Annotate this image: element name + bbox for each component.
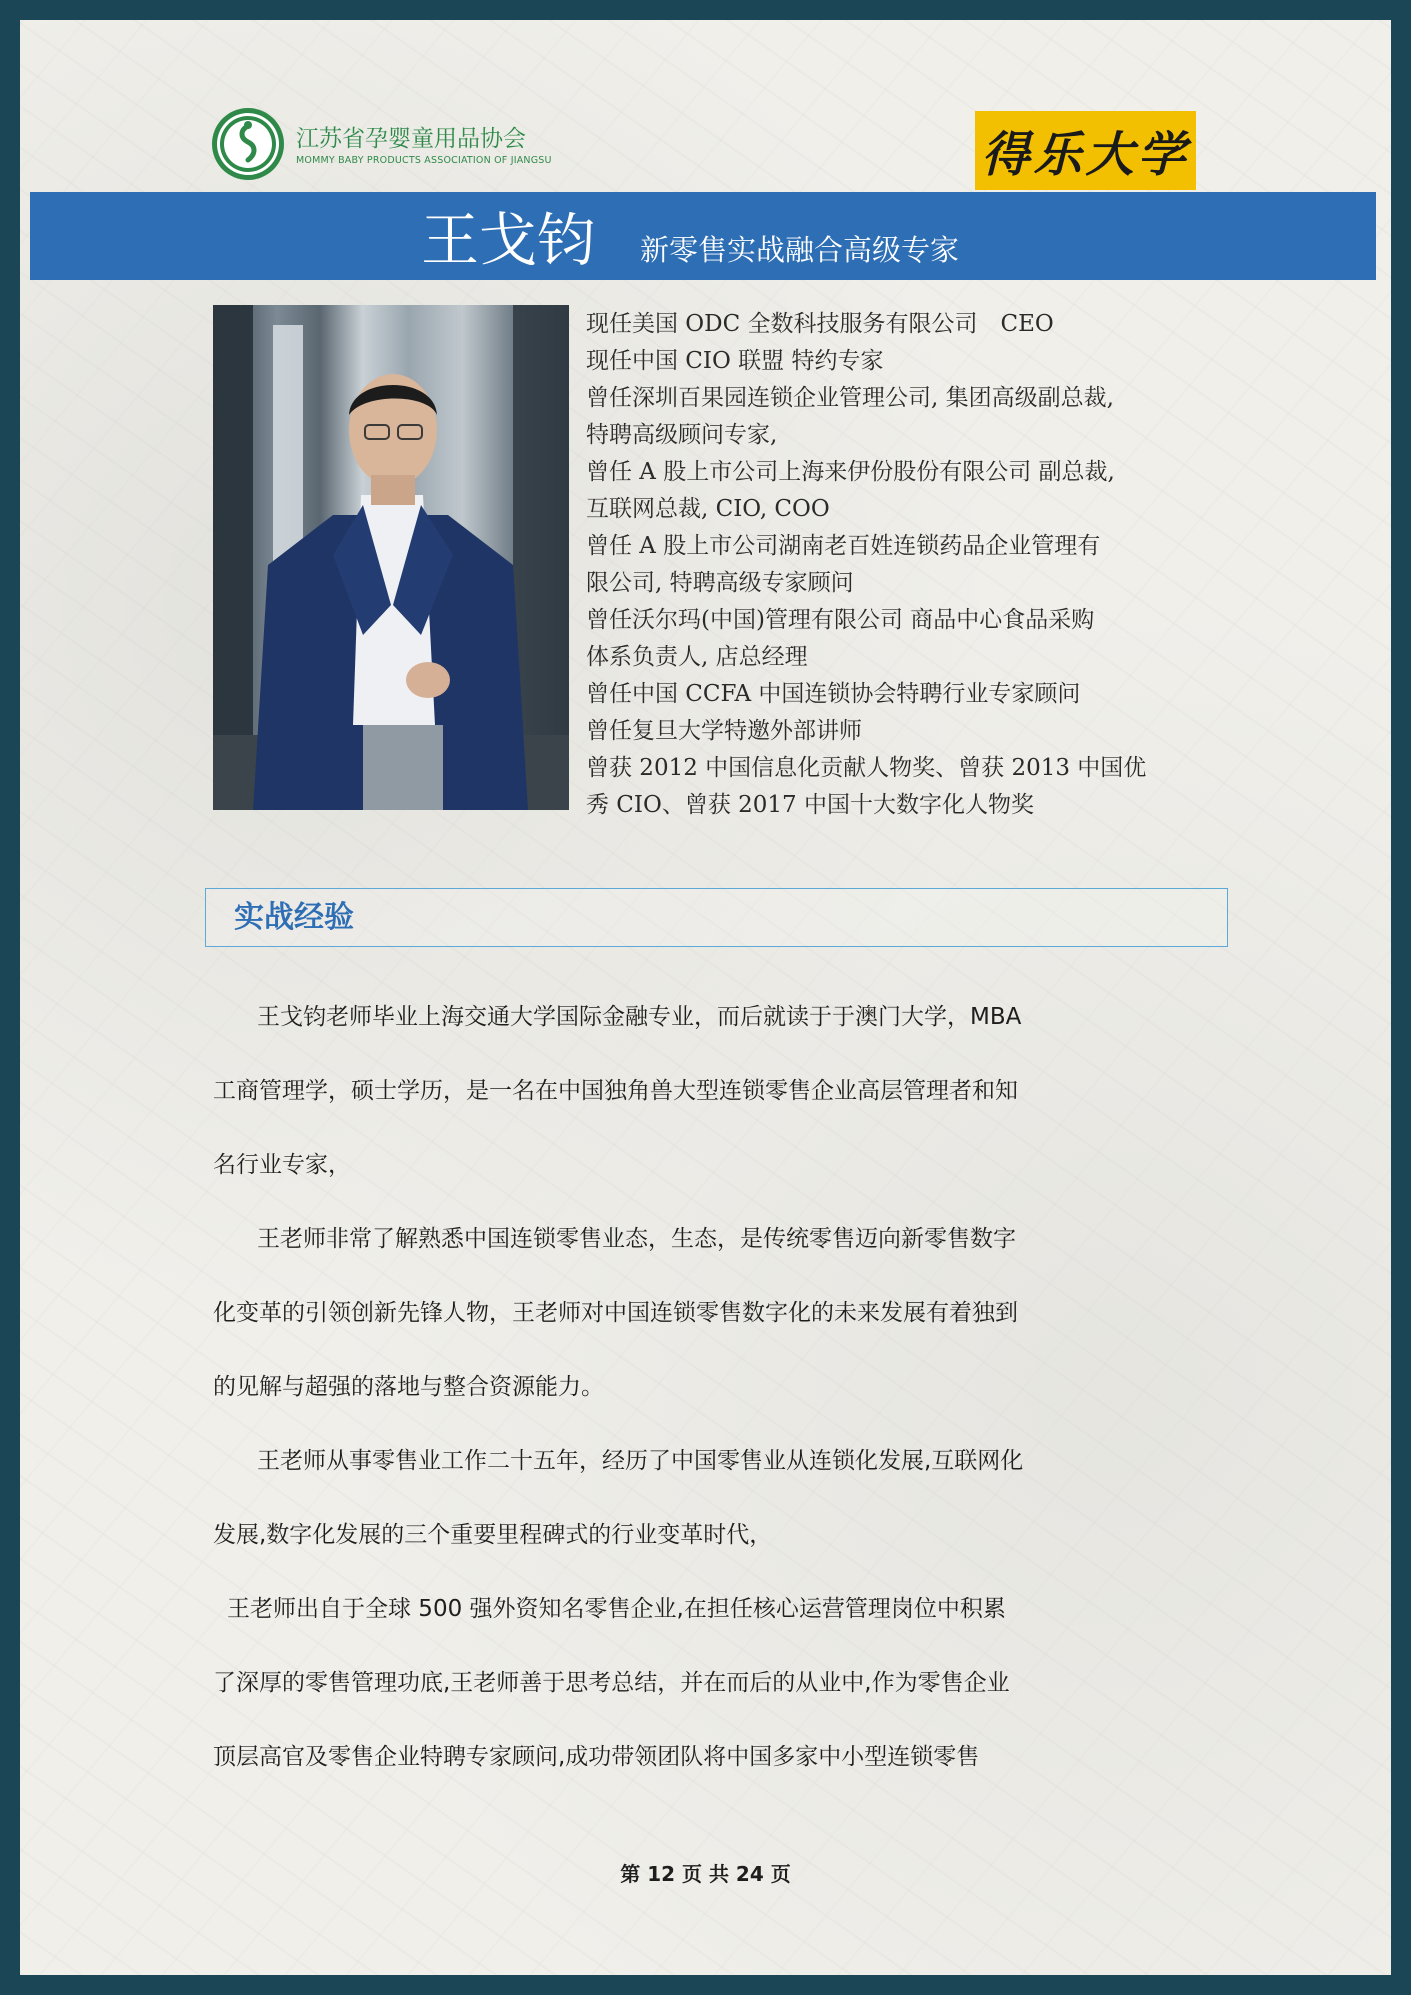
bio-line: 曾任中国 CCFA 中国连锁协会特聘行业专家顾问 bbox=[586, 681, 1081, 707]
section-header-box bbox=[205, 888, 1228, 947]
bio-line: 曾获 2012 中国信息化贡献人物奖、曾获 2013 中国优 bbox=[586, 755, 1147, 781]
body-line: 王老师从事零售业工作二十五年，经历了中国零售业从连锁化发展,互联网化 bbox=[257, 1448, 1024, 1474]
bio-list bbox=[586, 306, 1266, 824]
title-band bbox=[30, 192, 1376, 280]
body-line: 化变革的引领创新先锋人物，王老师对中国连锁零售数字化的未来发展有着独到 bbox=[213, 1300, 1018, 1326]
association-name-cn: 江苏省孕婴童用品协会 bbox=[296, 126, 526, 152]
bio-line: 曾任沃尔玛(中国)管理有限公司 商品中心食品采购 bbox=[586, 607, 1095, 633]
bio-line: 秀 CIO、曾获 2017 中国十大数字化人物奖 bbox=[586, 792, 1035, 818]
bio-line: 特聘高级顾问专家, bbox=[586, 422, 778, 448]
association-logo bbox=[212, 108, 552, 180]
bio-line: 现任中国 CIO 联盟 特约专家 bbox=[586, 348, 884, 374]
body-line: 顶层高官及零售企业特聘专家顾问,成功带领团队将中国多家中小型连锁零售 bbox=[213, 1744, 980, 1770]
bio-line: 曾任 A 股上市公司湖南老百姓连锁药品企业管理有 bbox=[586, 533, 1101, 559]
bio-line: 曾任深圳百果园连锁企业管理公司, 集团高级副总裁, bbox=[586, 385, 1114, 411]
brand-logo-text: 得乐大学 bbox=[981, 127, 1190, 183]
bio-line: 互联网总裁, CIO, COO bbox=[586, 496, 830, 522]
association-name-en: MOMMY BABY PRODUCTS ASSOCIATION OF JIANGSU bbox=[296, 155, 552, 166]
bio-line: 限公司, 特聘高级专家顾问 bbox=[586, 570, 854, 596]
expert-name: 王戈钧 bbox=[421, 206, 596, 274]
bio-line: 曾任 A 股上市公司上海来伊份股份有限公司 副总裁, bbox=[586, 459, 1115, 485]
bio-line: 曾任复旦大学特邀外部讲师 bbox=[586, 718, 862, 744]
page-number: 第 12 页 共 24 页 bbox=[620, 1862, 791, 1886]
body-line: 的见解与超强的落地与整合资源能力。 bbox=[213, 1374, 604, 1400]
bio-line: 体系负责人, 店总经理 bbox=[586, 644, 808, 670]
body-line: 了深厚的零售管理功底,王老师善于思考总结，并在而后的从业中,作为零售企业 bbox=[213, 1670, 1010, 1696]
body-line: 王戈钧老师毕业上海交通大学国际金融专业，而后就读于于澳门大学，MBA bbox=[257, 1004, 1022, 1030]
portrait-photo bbox=[213, 305, 569, 810]
association-emblem-icon bbox=[212, 108, 284, 180]
brand-logo bbox=[975, 111, 1196, 190]
bio-line: 现任美国 ODC 全数科技服务有限公司 CEO bbox=[586, 311, 1054, 337]
document-page bbox=[20, 20, 1391, 1975]
body-line: 工商管理学，硕士学历，是一名在中国独角兽大型连锁零售企业高层管理者和知 bbox=[213, 1078, 1018, 1104]
body-line: 名行业专家， bbox=[213, 1152, 351, 1178]
section-title: 实战经验 bbox=[234, 900, 354, 935]
expert-title: 新零售实战融合高级专家 bbox=[640, 233, 960, 267]
body-line: 王老师出自于全球 500 强外资知名零售企业,在担任核心运营管理岗位中积累 bbox=[227, 1596, 1006, 1622]
body-line: 发展,数字化发展的三个重要里程碑式的行业变革时代， bbox=[213, 1522, 773, 1548]
experience-body bbox=[213, 1000, 1223, 1814]
body-line: 王老师非常了解熟悉中国连锁零售业态，生态，是传统零售迈向新零售数字 bbox=[257, 1226, 1016, 1252]
